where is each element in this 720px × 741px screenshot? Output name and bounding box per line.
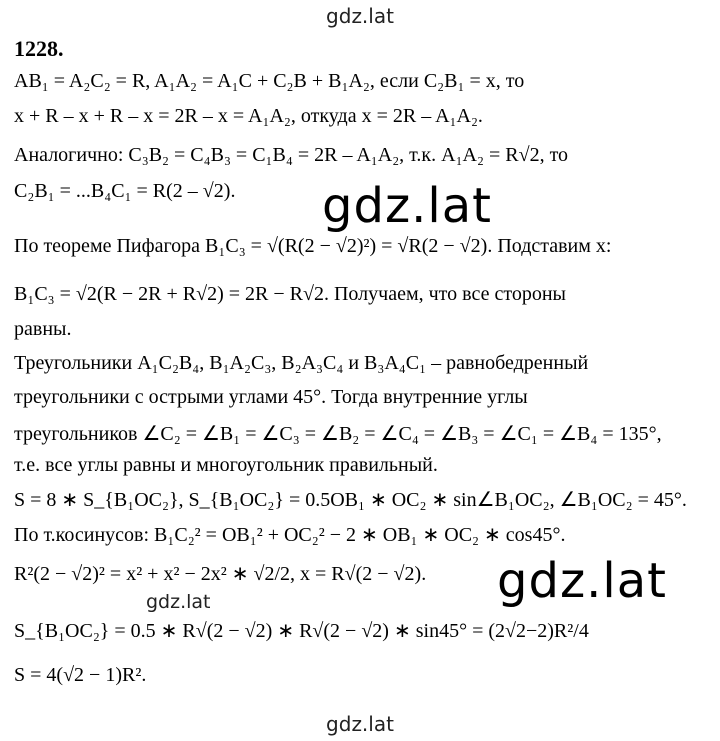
solution-line-9: треугольники с острыми углами 45°. Тогда внутренние углы [14, 386, 528, 408]
solution-line-4: C₂B₁ = ...B₄C₁ = R(2 – √2). [14, 180, 236, 202]
solution-line-14: R²(2 − √2)² = x² + x² − 2x² ∗ √2/2, x = R√(2 − √2). [14, 563, 427, 585]
solution-line-2: x + R – x + R – x = 2R – x = A₁A₂, откуда x = 2R – A₁A₂. [14, 105, 483, 127]
solution-line-8: Треугольники A₁C₂B₄, B₁A₂C₃, B₂A₃C₄ и B₃A₄C₁ – равнобедренный [14, 352, 589, 374]
solution-line-1: AB₁ = A₂C₂ = R, A₁A₂ = A₁C + C₂B + B₁A₂, если C₂B₁ = x, то [14, 70, 525, 92]
solution-line-7: равны. [14, 318, 72, 340]
problem-number: 1228. [14, 36, 64, 61]
watermark-top: gdz.lat [326, 4, 394, 28]
watermark-center: gdz.lat [322, 178, 492, 234]
solution-line-5: По теореме Пифагора B₁C₃ = √(R(2 − √2)²) = √R(2 − √2). Подставим x: [14, 235, 612, 257]
solution-line-13: По т.косинусов: B₁C₂² = OB₁² + OC₂² − 2 ∗ OB₁ ∗ OC₂ ∗ cos45°. [14, 524, 566, 546]
solution-line-12: S = 8 ∗ S_{B₁OC₂}, S_{B₁OC₂} = 0.5OB₁ ∗ OC₂ ∗ sin∠B₁OC₂, ∠B₁OC₂ = 45°. [14, 489, 687, 511]
solution-line-15: S_{B₁OC₂} = 0.5 ∗ R√(2 − √2) ∗ R√(2 − √2) ∗ sin45° = (2√2−2)R²/4 [14, 620, 589, 642]
solution-line-3: Аналогично: C₃B₂ = C₄B₃ = C₁B₄ = 2R – A₁A₂, т.к. A₁A₂ = R√2, то [14, 144, 569, 166]
solution-line-11: т.е. все углы равны и многоугольник правильный. [14, 454, 438, 476]
watermark-bottom: gdz.lat [326, 712, 394, 736]
solution-line-10: треугольников ∠C₂ = ∠B₁ = ∠C₃ = ∠B₂ = ∠C₄ = ∠B₃ = ∠C₁ = ∠B₄ = 135°, [14, 423, 662, 445]
solution-line-16: S = 4(√2 − 1)R². [14, 664, 147, 686]
watermark-right: gdz.lat [497, 553, 667, 609]
watermark-small: gdz.lat [146, 591, 211, 613]
solution-line-6: B₁C₃ = √2(R − 2R + R√2) = 2R − R√2. Получаем, что все стороны [14, 283, 566, 305]
